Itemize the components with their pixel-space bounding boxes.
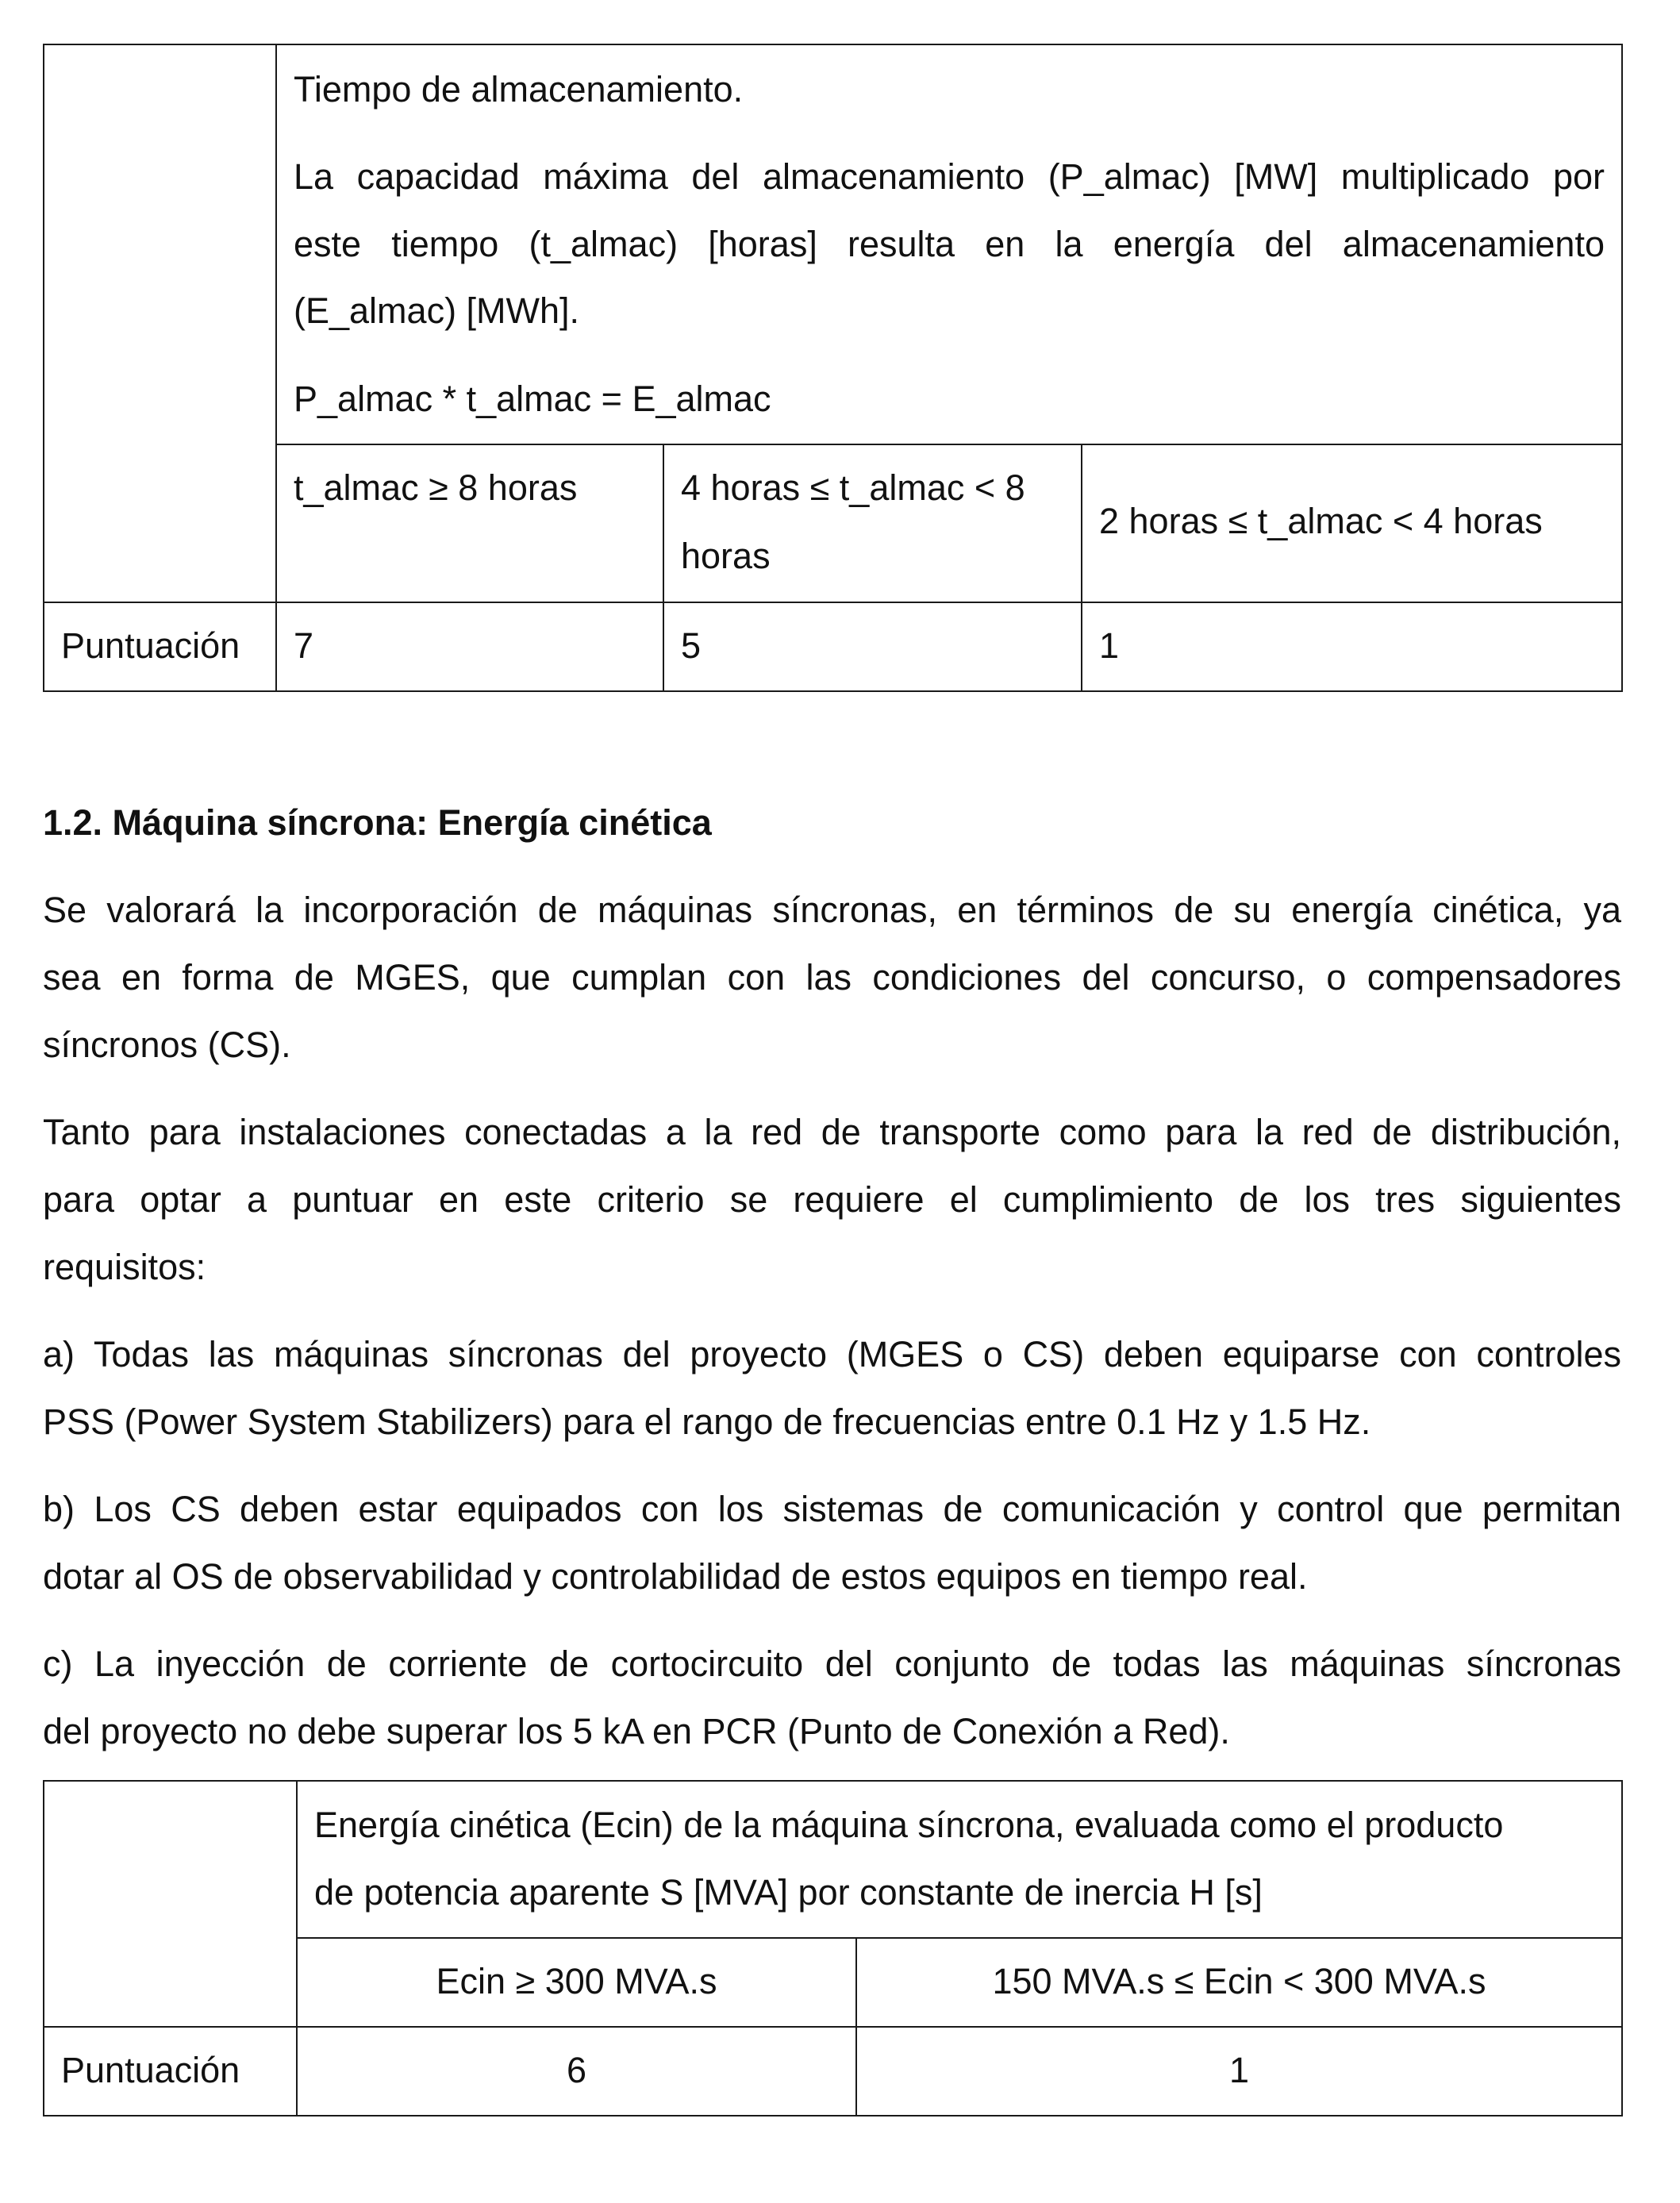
table1-score-col2: 5 (681, 625, 702, 666)
table2-border-left (43, 1780, 44, 2116)
table1-border-left (43, 44, 44, 692)
table2-border-right (1621, 1780, 1623, 2116)
table1-desc-line-1: La capacidad máxima del almacenamiento (P_almac) [MW] multiplicado por (294, 156, 1605, 197)
requirement-a-line-1: a) Todas las máquinas síncronas del proyecto (MGES o CS) deben equiparse con controles (43, 1334, 1621, 1374)
table1-desc-line-3: (E_almac) [MWh]. (294, 290, 580, 331)
table1-divider-col3 (1081, 444, 1082, 692)
table1-col1-header: t_almac ≥ 8 horas (294, 467, 578, 508)
table1-divider-label (275, 44, 277, 692)
paragraph-1-line-2: sea en forma de MGES, que cumplan con las condiciones del concurso, o compensadores (43, 957, 1621, 998)
table1-desc-line-2: este tiempo (t_almac) [horas] resulta en la energía del almacenamiento (294, 224, 1605, 264)
table1-col3-header: 2 horas ≤ t_almac < 4 horas (1099, 501, 1543, 541)
requirement-a-line-2: PSS (Power System Stabilizers) para el rango de frecuencias entre 0.1 Hz y 1.5 Hz. (43, 1401, 1371, 1442)
table2-border-bottom (43, 2115, 1623, 2116)
requirement-c-line-1: c) La inyección de corriente de cortocircuito del conjunto de todas las máquinas síncronas (43, 1644, 1621, 1684)
table1-score-label: Puntuación (61, 625, 240, 666)
table1-score-col3: 1 (1099, 625, 1120, 666)
table2-border-top (43, 1780, 1623, 1782)
table2-col1-header: Ecin ≥ 300 MVA.s (436, 1961, 717, 2001)
paragraph-2-line-2: para optar a puntuar en este criterio se requiere el cumplimiento de los tres siguientes (43, 1179, 1621, 1220)
table1-heading: Tiempo de almacenamiento. (294, 69, 744, 110)
table1-border-right (1621, 44, 1623, 692)
table2-score-label: Puntuación (61, 2050, 240, 2090)
paragraph-2-line-3: requisitos: (43, 1247, 206, 1287)
table1-col2-header-line-2: horas (681, 536, 771, 576)
table2-divider-heading (296, 1937, 1623, 1939)
requirement-b-line-2: dotar al OS de observabilidad y controlabilidad de estos equipos en tiempo real. (43, 1556, 1308, 1597)
table1-border-bottom (43, 690, 1623, 692)
table2-heading-line-2: de potencia aparente S [MVA] por constante de inercia H [s] (314, 1872, 1263, 1913)
table1-formula: P_almac * t_almac = E_almac (294, 379, 771, 419)
paragraph-1-line-3: síncronos (CS). (43, 1025, 291, 1065)
table1-col2-header-line-1: 4 horas ≤ t_almac < 8 (681, 467, 1025, 508)
table1-border-top (43, 44, 1623, 45)
requirement-b-line-1: b) Los CS deben estar equipados con los sistemas de comunicación y control que permitan (43, 1489, 1621, 1529)
table1-divider-scores (43, 602, 1623, 603)
table1-score-col1: 7 (294, 625, 314, 666)
table2-score-col1: 6 (566, 2050, 587, 2090)
table2-col2-header: 150 MVA.s ≤ Ecin < 300 MVA.s (992, 1961, 1486, 2001)
table2-score-col2: 1 (1228, 2050, 1250, 2090)
paragraph-2-line-1: Tanto para instalaciones conectadas a la red de transporte como para la red de distribución, (43, 1112, 1621, 1152)
table2-heading-line-1: Energía cinética (Ecin) de la máquina síncrona, evaluada como el producto (314, 1805, 1504, 1845)
requirement-c-line-2: del proyecto no debe superar los 5 kA en PCR (Punto de Conexión a Red). (43, 1711, 1230, 1751)
section-title: 1.2. Máquina síncrona: Energía cinética (43, 802, 712, 843)
table1-divider-heading (275, 444, 1623, 445)
table2-divider-scores (43, 2026, 1623, 2028)
table1-divider-col2 (663, 444, 664, 692)
paragraph-1-line-1: Se valorará la incorporación de máquinas síncronas, en términos de su energía cinética, ya (43, 890, 1621, 930)
